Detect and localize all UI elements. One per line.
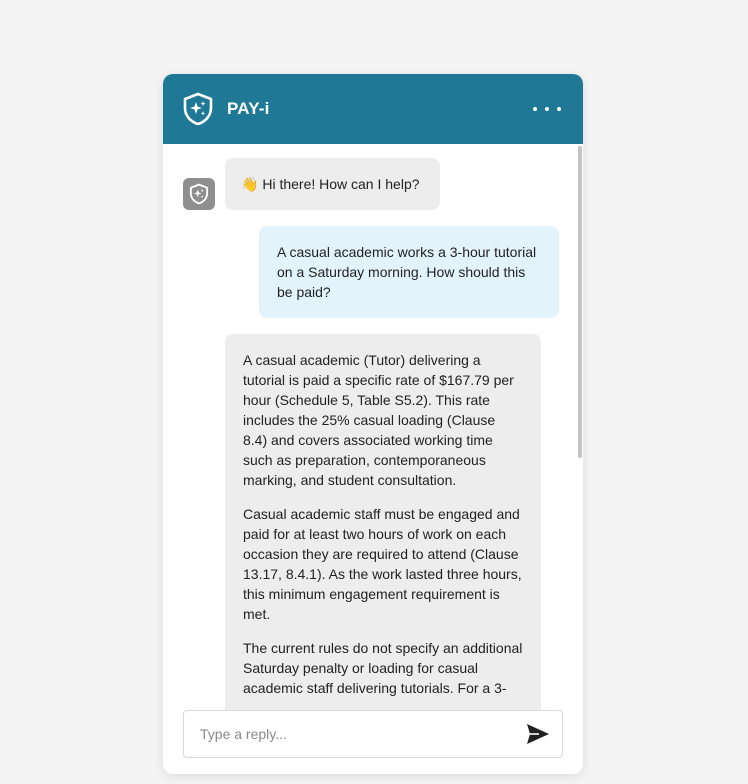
message-paragraph: The current rules do not specify an additional Saturday penalty or loading for casual academic staff delivering tutorials. For a 3- xyxy=(243,640,523,696)
bot-message xyxy=(225,334,541,754)
send-button[interactable] xyxy=(526,723,550,745)
wave-emoji: 👋 xyxy=(241,176,259,192)
bot-message xyxy=(225,158,440,210)
chat-header xyxy=(163,74,583,144)
reply-input[interactable] xyxy=(184,711,530,757)
more-horizontal-icon xyxy=(533,107,537,111)
shield-sparkle-icon xyxy=(182,92,214,126)
message-paragraph: Casual academic staff must be engaged and paid for at least two hours of work on each occasion they are required to attend (Clause 13.17, 8.4.1). As the work lasted three hours, this minimum engagement requirement is met. xyxy=(243,506,522,622)
brand-name: PAY-i xyxy=(227,99,270,118)
more-options-button[interactable] xyxy=(533,100,561,118)
composer xyxy=(183,710,563,758)
scrollbar-thumb[interactable] xyxy=(578,146,582,458)
send-icon xyxy=(526,723,550,745)
message-text: A casual academic works a 3-hour tutorial on a Saturday morning. How should this be paid? xyxy=(277,244,537,300)
message-text: Hi there! How can I help? xyxy=(262,176,420,192)
shield-sparkle-icon xyxy=(189,183,209,205)
user-message xyxy=(259,226,559,318)
chat-widget xyxy=(163,74,583,774)
bot-avatar xyxy=(183,178,215,210)
message-paragraph: A casual academic (Tutor) delivering a tutorial is paid a specific rate of $167.79 per hour (Schedule 5, Table S5.2). This rate includes the 25% casual loading (Clause 8.4) and covers associated working time such as preparation, contemporaneous marking, and student consultation. xyxy=(243,352,514,488)
